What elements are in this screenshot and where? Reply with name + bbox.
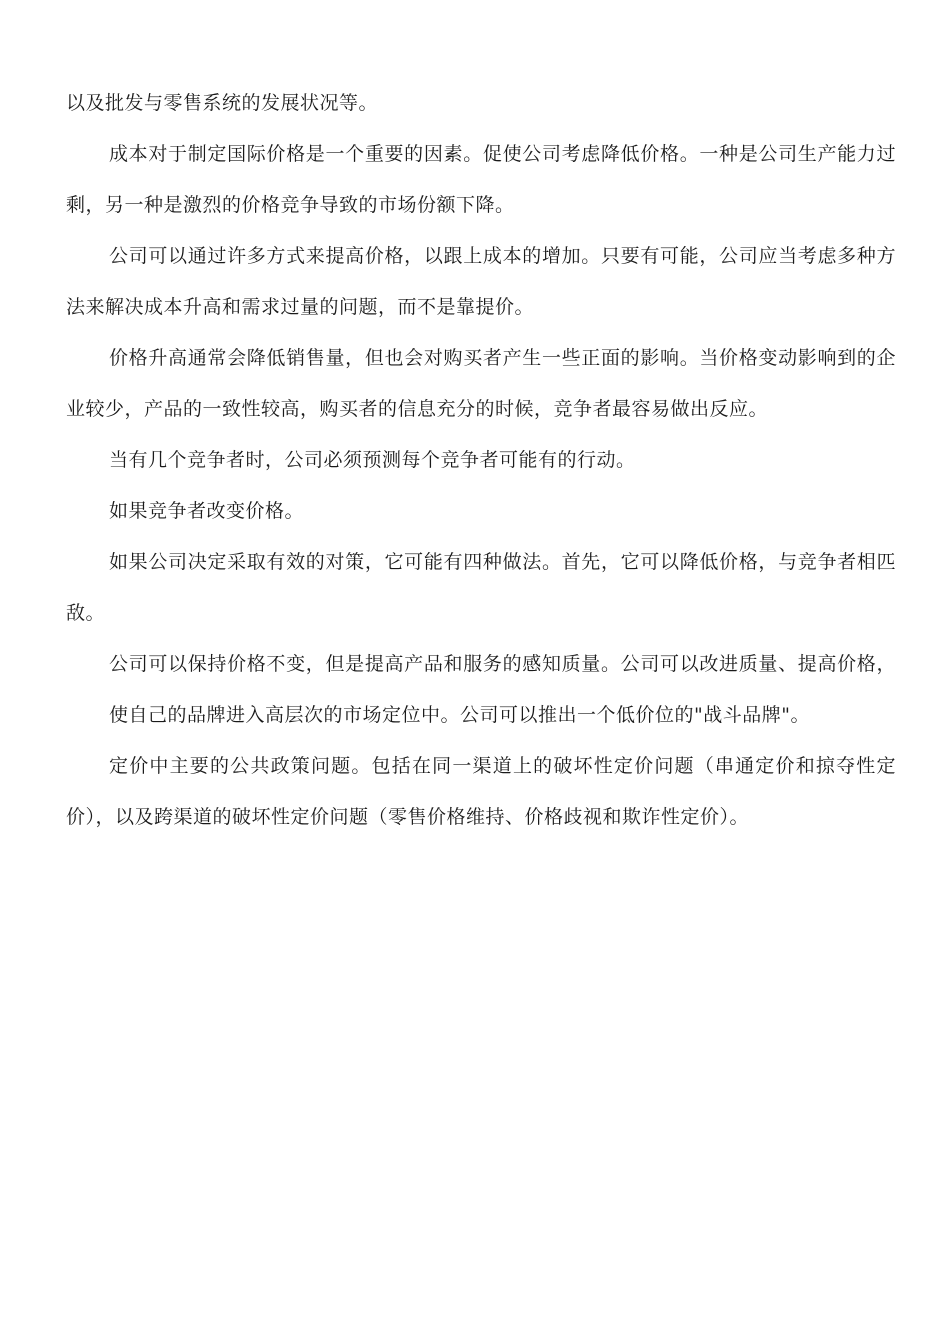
paragraph-6: 如果竞争者改变价格。 (109, 500, 305, 522)
paragraph-4: 价格升高通常会降低销售量，但也会对购买者产生一些正面的影响。当价格变动影响到的企业较少，产品的一致性较高，购买者的信息充分的时候，竞争者最容易做出反应。 (66, 347, 896, 420)
paragraph-8: 公司可以保持价格不变，但是提高产品和服务的感知质量。公司可以改进质量、提高价格，使自己的品牌进入高层次的市场定位中。公司可以推出一个低价位的"战斗品牌"。 (109, 653, 896, 726)
document-page (66, 78, 896, 843)
paragraph-1: 以及批发与零售系统的发展状况等。 (66, 92, 379, 114)
paragraph-2: 成本对于制定国际价格是一个重要的因素。促使公司考虑降低价格。一种是公司生产能力过剩，另一种是激烈的价格竞争导致的市场份额下降。 (66, 143, 896, 216)
paragraph-9: 定价中主要的公共政策问题。包括在同一渠道上的破坏性定价问题（串通定价和掠夺性定价），以及跨渠道的破坏性定价问题（零售价格维持、价格歧视和欺诈性定价）。 (66, 755, 896, 828)
paragraph-7: 如果公司决定采取有效的对策，它可能有四种做法。首先，它可以降低价格，与竞争者相匹敌。 (66, 551, 896, 624)
paragraph-5: 当有几个竞争者时，公司必须预测每个竞争者可能有的行动。 (109, 449, 636, 471)
paragraph-3: 公司可以通过许多方式来提高价格，以跟上成本的增加。只要有可能，公司应当考虑多种方法来解决成本升高和需求过量的问题，而不是靠提价。 (66, 245, 896, 318)
